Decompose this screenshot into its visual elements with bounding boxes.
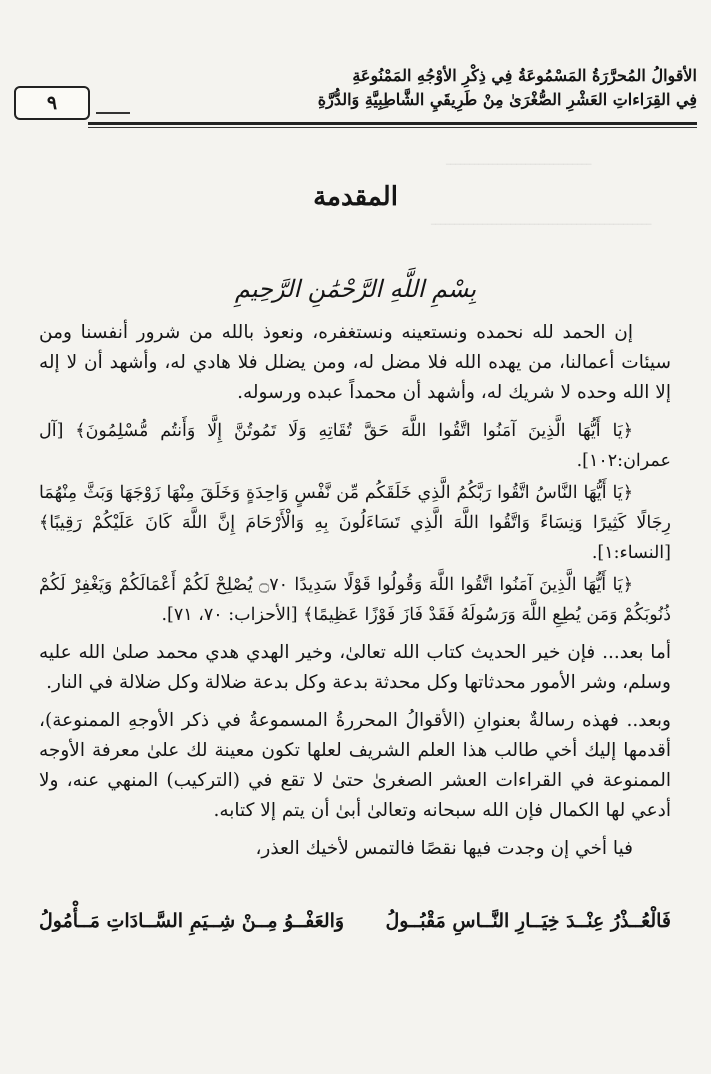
poem-verse	[39, 906, 671, 936]
basmala: بِسْمِ اللَّهِ الرَّحْمَٰنِ الرَّحِيمِ	[234, 275, 477, 303]
poem-hemistich-left: وَالعَفْــوُ مِــنْ شِــيَمِ السَّــادَاتِ مَــأْمُولُ	[39, 910, 345, 932]
bleed-through-text: ـــــــــــــــــــــــــــــــــــــــــــــــ	[430, 210, 651, 229]
verse-an-nisa: ﴿يَا أَيُّهَا النَّاسُ اتَّقُوا رَبَّكُمُ الَّذِي خَلَقَكُم مِّن نَّفْسٍ وَاحِدَةٍ وَخَلَقَ مِنْهَا زَوْجَهَا وَبَثَّ مِنْهُمَا رِجَالًا كَثِيرًا وَنِسَاءً وَاتَّقُوا اللَّهَ الَّذِي تَسَاءَلُونَ بِهِ وَالْأَرْحَامَ إِنَّ اللَّهَ كَانَ عَلَيْكُمْ رَقِيبًا﴾ [النساء:١].	[39, 483, 671, 563]
bleed-through-text: ـــــــــــــــــــــــــــــــ	[445, 150, 591, 169]
header-rule-thin	[88, 127, 697, 128]
paragraph-opening: إن الحمد لله نحمده ونستعينه ونستغفره، ونعوذ بالله من شرور أنفسنا ومن سيئات أعمالنا، من يهده الله فلا مضل له، ومن يضلل فلا هادي له، وأشهد أن لا إله إلا الله وحده لا شريك له، وأشهد أن محمداً عبده ورسوله.	[39, 322, 671, 403]
section-title: المقدمة	[313, 182, 398, 212]
paragraph-wa-bad: وبعد.. فهذه رسالةٌ بعنوانِ (الأقوالُ المحررةُ المسموعةُ في ذكر الأوجهِ الممنوعة)، أقدمها إليك أخي طالب هذا العلم الشريف لعلها تكون معينة لك علىٰ معرفة الأوجه الممنوعة في القراءات العشر الصغرىٰ حتىٰ لا تقع في (التركيب) المنهي عنه، ولا أدعي لها الكمال فإن الله سبحانه وتعالىٰ أبىٰ أن يتم إلا كتابه.	[39, 710, 671, 821]
poem-hemistich-right: فَالْعُــذْرُ عِنْــدَ خِيَــارِ النَّــاسِ مَقْبُــولُ	[385, 910, 671, 932]
paragraph-closing: فيا أخي إن وجدت فيها نقصًا فالتمس لأخيك العذر،	[255, 838, 633, 859]
page-number: ٩	[14, 86, 90, 120]
running-head-line-1: الأقوالُ المُحرَّرَةُ المَسْمُوعَةُ فِي ذِكْرِ الأوْجُهِ المَمْنُوعَةِ	[352, 66, 697, 85]
header-rule	[88, 122, 697, 125]
running-head	[97, 64, 697, 112]
body-text	[39, 318, 671, 872]
paragraph-amma-bad: أما بعد... فإن خير الحديث كتاب الله تعالىٰ، وخير الهدي هدي محمد صلىٰ الله عليه وسلم، وشر الأمور محدثاتها وكل محدثة بدعة وكل بدعة ضلالة وكل ضلالة في النار.	[39, 642, 671, 693]
verse-al-imran: ﴿يَا أَيُّهَا الَّذِينَ آمَنُوا اتَّقُوا اللَّهَ حَقَّ تُقَاتِهِ وَلَا تَمُوتُنَّ إِلَّا وَأَنتُم مُّسْلِمُونَ﴾ [آل عمران:١٠٢].	[39, 421, 671, 471]
verse-al-ahzab: ﴿يَا أَيُّهَا الَّذِينَ آمَنُوا اتَّقُوا اللَّهَ وَقُولُوا قَوْلًا سَدِيدًا ۝٧٠ يُصْلِحْ لَكُمْ أَعْمَالَكُمْ وَيَغْفِرْ لَكُمْ ذُنُوبَكُمْ وَمَن يُطِعِ اللَّهَ وَرَسُولَهُ فَقَدْ فَازَ فَوْزًا عَظِيمًا﴾ [الأحزاب: ٧٠، ٧١].	[39, 575, 671, 625]
running-head-line-2: فِي القِرَاءاتِ العَشْرِ الصُّغْرَىٰ مِنْ طَرِيقَيِ الشَّاطِبِيَّةِ وَالدُّرَّةِ	[317, 90, 697, 109]
header-dash	[96, 112, 130, 114]
